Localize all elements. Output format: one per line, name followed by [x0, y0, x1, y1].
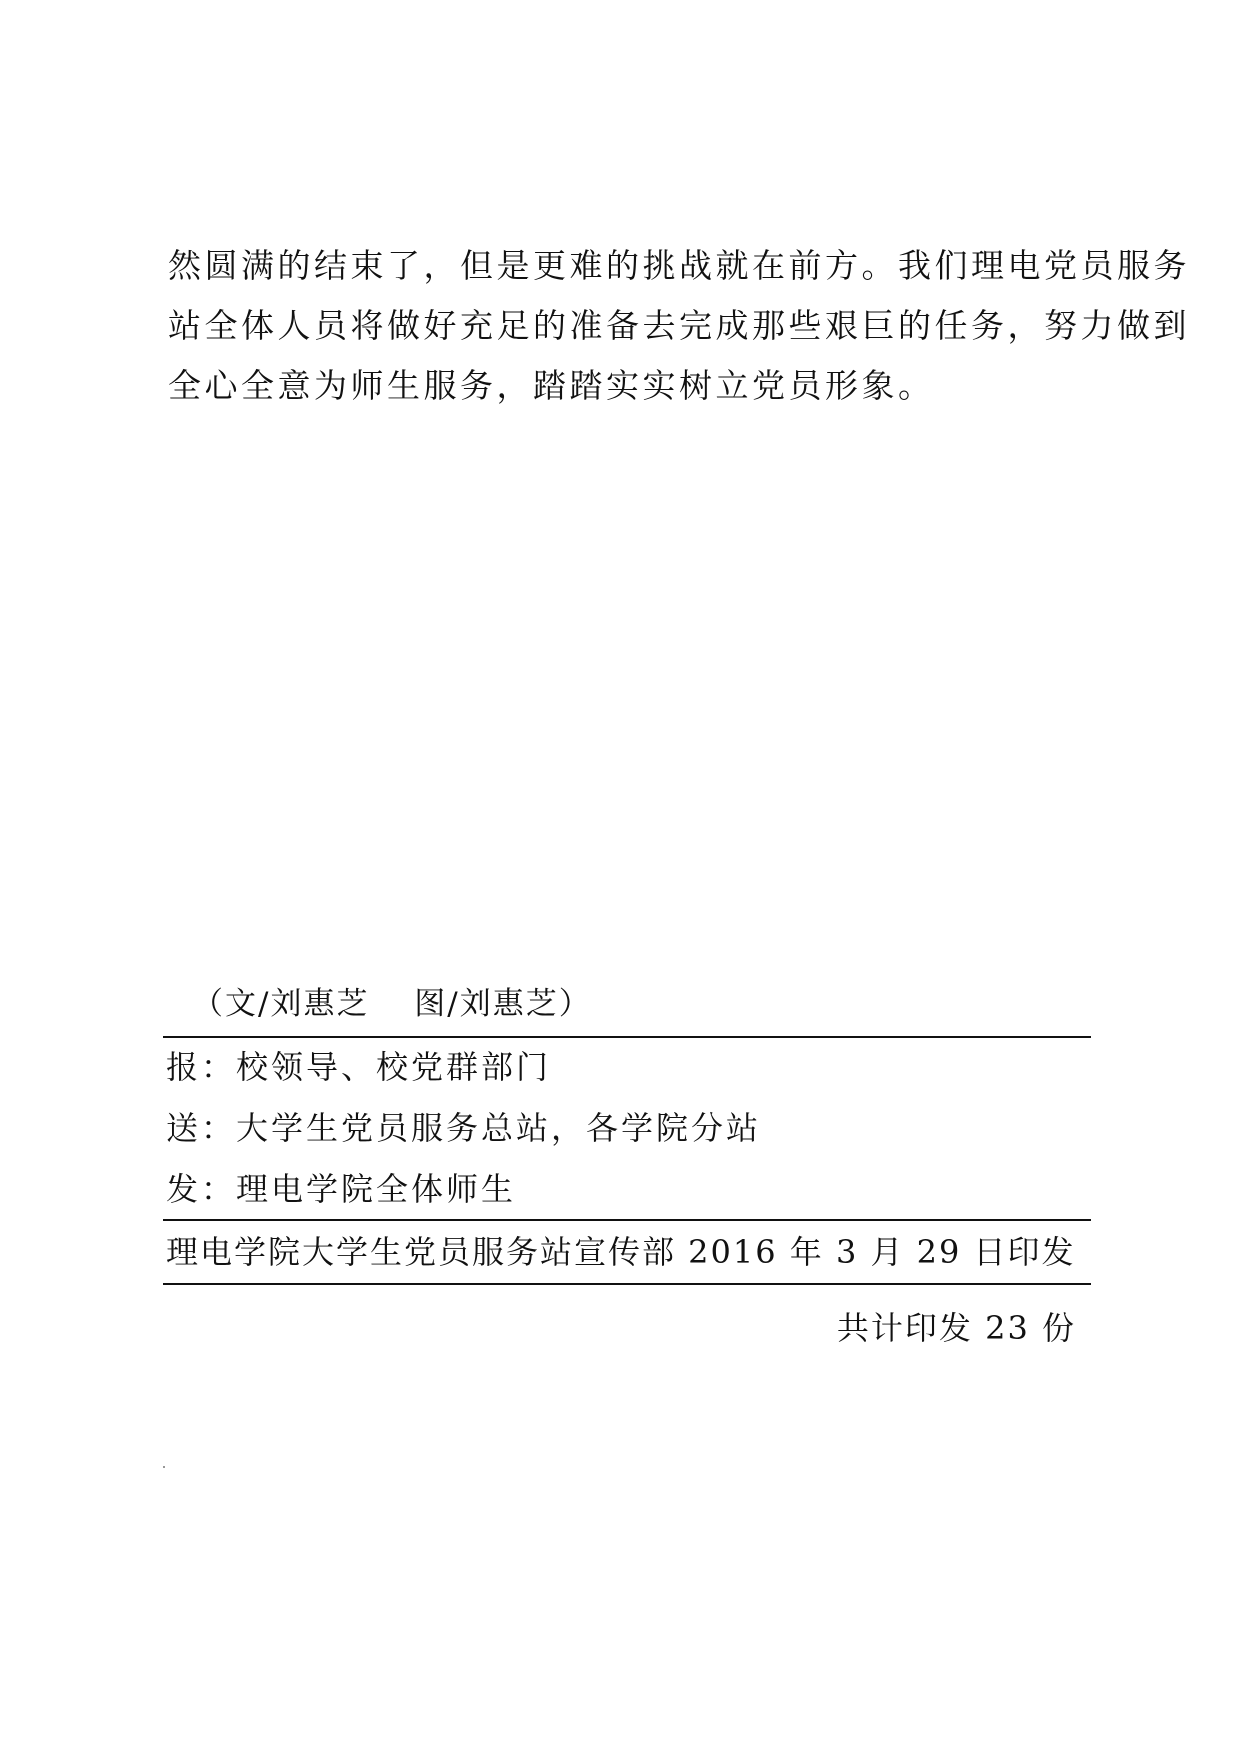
- divider-top: [163, 1036, 1091, 1038]
- issue-to-line: [166, 1169, 516, 1209]
- body-line-3: 全心全意为师生服务，踏踏实实树立党员形象。: [168, 366, 935, 405]
- issue-label: 发：: [166, 1170, 237, 1208]
- body-line-1: 然圆满的结束了，但是更难的挑战就在前方。我们理电党员服务: [168, 246, 1190, 285]
- divider-bottom: [163, 1283, 1091, 1285]
- send-to-line: [166, 1108, 761, 1148]
- copies-count: 共计印发 23 份: [836, 1309, 1076, 1347]
- author-credit: （文/刘惠芝 图/刘惠芝）: [192, 986, 592, 1022]
- issuer-line: 理电学院大学生党员服务站宣传部 2016 年 3 月 29 日印发: [166, 1233, 1076, 1271]
- report-to-line: [166, 1047, 551, 1087]
- scan-speck: [163, 1466, 165, 1468]
- report-label: 报：: [166, 1048, 237, 1086]
- report-value: 校领导、校党群部门: [236, 1048, 552, 1086]
- divider-middle: [163, 1219, 1091, 1221]
- body-paragraph: [168, 236, 1190, 416]
- issue-value: 理电学院全体师生: [236, 1170, 517, 1208]
- send-label: 送：: [166, 1109, 237, 1147]
- send-value: 大学生党员服务总站，各学院分站: [236, 1109, 762, 1147]
- body-line-2: 站全体人员将做好充足的准备去完成那些艰巨的任务，努力做到: [168, 306, 1190, 345]
